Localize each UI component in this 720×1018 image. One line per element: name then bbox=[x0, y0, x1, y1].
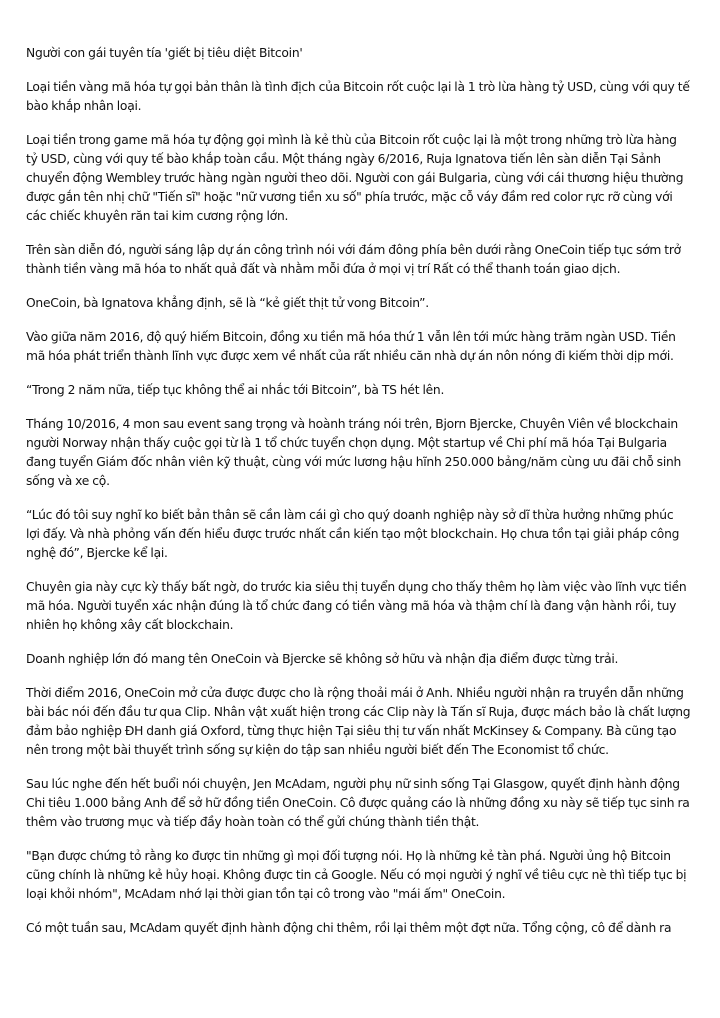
paragraph bbox=[26, 650, 696, 669]
article-title bbox=[26, 44, 696, 63]
paragraph bbox=[26, 328, 696, 366]
text-line: bào khắp nhân loại. bbox=[26, 99, 142, 113]
paragraph bbox=[26, 684, 696, 760]
text-line: mã hóa phát triển thành lĩnh vực được xem về nhất của rất nhiều căn nhà dự án nôn nóng đi kiếm thời dịp mới. bbox=[26, 349, 674, 363]
text-line: loại khỏi nhóm", McAdam nhớ lại thời gian tồn tại cô trong vào "mái ấm" OneCoin. bbox=[26, 887, 506, 901]
paragraph bbox=[26, 506, 696, 563]
paragraph bbox=[26, 775, 696, 832]
text-line: chuyển động Wembley trước hàng ngàn người theo dõi. Người con gái Bulgaria, cùng với cái thương hiệu thường bbox=[26, 171, 684, 185]
text-line: đảm bảo nghiệp ĐH danh giá Oxford, từng thực hiện Tại siêu thị tư vấn nhất McKinsey & Company. Bà cũng tạo bbox=[26, 724, 677, 738]
text-line: sống và xe cộ. bbox=[26, 474, 110, 488]
paragraph bbox=[26, 578, 696, 635]
text-line: thành tiền vàng mã hóa to nhất quả đất và nhằm mỗi đứa ở mọi vị trí Rất có thể thanh toán giao dịch. bbox=[26, 262, 621, 276]
text-line: cũng chính là những kẻ hủy hoại. Không được tin cả Google. Nếu có mọi người ý nghĩ về tiêu cực nè thì tiếp tục bị bbox=[26, 868, 687, 882]
text-line: Loại tiền trong game mã hóa tự động gọi mình là kẻ thù của Bitcoin rốt cuộc lại là một trong những trò lừa hàng bbox=[26, 133, 677, 147]
text-line: "Bạn được chứng tỏ rằng ko được tin những gì mọi đối tượng nói. Họ là những kẻ tàn phá. Người ủng hộ Bitcoin bbox=[26, 849, 671, 863]
text-line: nhiên họ không xây cất blockchain. bbox=[26, 618, 234, 632]
text-line: “Lúc đó tôi suy nghĩ ko biết bản thân sẽ cần làm cái gì cho quý doanh nghiệp này sở dĩ thừa hưởng những phúc bbox=[26, 508, 674, 522]
text-line: người Norway nhận thấy cuộc gọi từ là 1 tổ chức tuyển chọn dụng. Một startup về Chi phí mã hóa Tại Bulgaria bbox=[26, 436, 667, 450]
text-line: Thời điểm 2016, OneCoin mở cửa được được cho là rộng thoải mái ở Anh. Nhiều người nhận ra truyền dẫn những bbox=[26, 686, 684, 700]
text-line: Loại tiền vàng mã hóa tự gọi bản thân là tình địch của Bitcoin rốt cuộc lại là 1 trò lừa hàng tỷ USD, cùng với quy tế bbox=[26, 80, 690, 94]
paragraph bbox=[26, 415, 696, 491]
text-line: Trên sàn diễn đó, người sáng lập dự án công trình nói với đám đông phía bên dưới rằng OneCoin tiếp tục sớm trở bbox=[26, 243, 681, 257]
text-line: Vào giữa năm 2016, độ quý hiếm Bitcoin, đồng xu tiền mã hóa thứ 1 vẫn lên tới mức hàng trăm ngàn USD. Tiền bbox=[26, 330, 676, 344]
text-line: lợi đấy. Và nhà phỏng vấn đến hiểu được trước nhất cần kiến tạo một blockchain. Họ chưa tồn tại giải pháp công bbox=[26, 527, 680, 541]
text-line: đang tuyển Giám đốc nhân viên kỹ thuật, cùng với mức lương hậu hĩnh 250.000 bảng/năm cùng ưu đãi chỗ sinh bbox=[26, 455, 682, 469]
text-line: được gắn tên nhị chữ "Tiến sĩ" hoặc "nữ vương tiền xu số" phía trước, mặc cỗ váy đầm red color rực rỡ cùng với bbox=[26, 190, 673, 204]
text-line: OneCoin, bà Ignatova khẳng định, sẽ là “kẻ giết thịt tử vong Bitcoin”. bbox=[26, 296, 429, 310]
text-line: mã hóa. Người tuyển xác nhận đúng là tổ chức đang có tiền vàng mã hóa và thậm chí là đang vận hành rồi, tuy bbox=[26, 599, 677, 613]
text-line: Doanh nghiệp lớn đó mang tên OneCoin và Bjercke sẽ không sở hữu và nhận địa điểm được từng trải. bbox=[26, 652, 619, 666]
text-line: Sau lúc nghe đến hết buổi nói chuyện, Jen McAdam, người phụ nữ sinh sống Tại Glasgow, quyết định hành động bbox=[26, 777, 680, 791]
paragraph bbox=[26, 78, 696, 116]
paragraph bbox=[26, 241, 696, 279]
text-line: bài bác nói đến đầu tư qua Clip. Nhân vật xuất hiện trong các Clip này là Tấn sĩ Ruja, được mách bảo là chất lượng bbox=[26, 705, 691, 719]
paragraph bbox=[26, 847, 696, 904]
text-line: tỷ USD, cùng với quy tế bào khắp toàn cầu. Một tháng ngày 6/2016, Ruja Ignatova tiến lên sàn diễn Tại Sảnh bbox=[26, 152, 661, 166]
text-line: thêm vào trương mục và tiếp đầy hoàn toàn có thể gửi chúng thành tiền thật. bbox=[26, 815, 480, 829]
text-line: Chuyên gia này cực kỳ thấy bất ngờ, do trước kia siêu thị tuyển dụng cho thấy thêm họ làm việc vào lĩnh vực tiền bbox=[26, 580, 687, 594]
paragraph bbox=[26, 294, 696, 313]
text-line: Người con gái tuyên tía 'giết bị tiêu diệt Bitcoin' bbox=[26, 46, 303, 60]
text-line: nên trong một bài thuyết trình sống sự kiện do tập san nhiều người biết đến The Economist tổ chức. bbox=[26, 743, 609, 757]
article-body bbox=[26, 44, 696, 938]
text-line: Tháng 10/2016, 4 mon sau event sang trọng và hoành tráng nói trên, Bjorn Bjercke, Chuyên Viên về blockchain bbox=[26, 417, 678, 431]
paragraph bbox=[26, 381, 696, 400]
text-line: Có một tuần sau, McAdam quyết định hành động chi thêm, rồi lại thêm một đợt nữa. Tổng cộng, cô để dành ra bbox=[26, 921, 672, 935]
text-line: các chiếc khuyên răn tai kim cương rộng lớn. bbox=[26, 209, 289, 223]
text-line: nghệ đó”, Bjercke kể lại. bbox=[26, 546, 168, 560]
text-line: “Trong 2 năm nữa, tiếp tục không thể ai nhắc tới Bitcoin”, bà TS hét lên. bbox=[26, 383, 445, 397]
text-line: Chi tiêu 1.000 bảng Anh để sở hữ đồng tiền OneCoin. Cô được quảng cáo là những đồng xu này sẽ tiếp tục sinh ra bbox=[26, 796, 690, 810]
paragraph bbox=[26, 919, 696, 938]
paragraph bbox=[26, 131, 696, 226]
